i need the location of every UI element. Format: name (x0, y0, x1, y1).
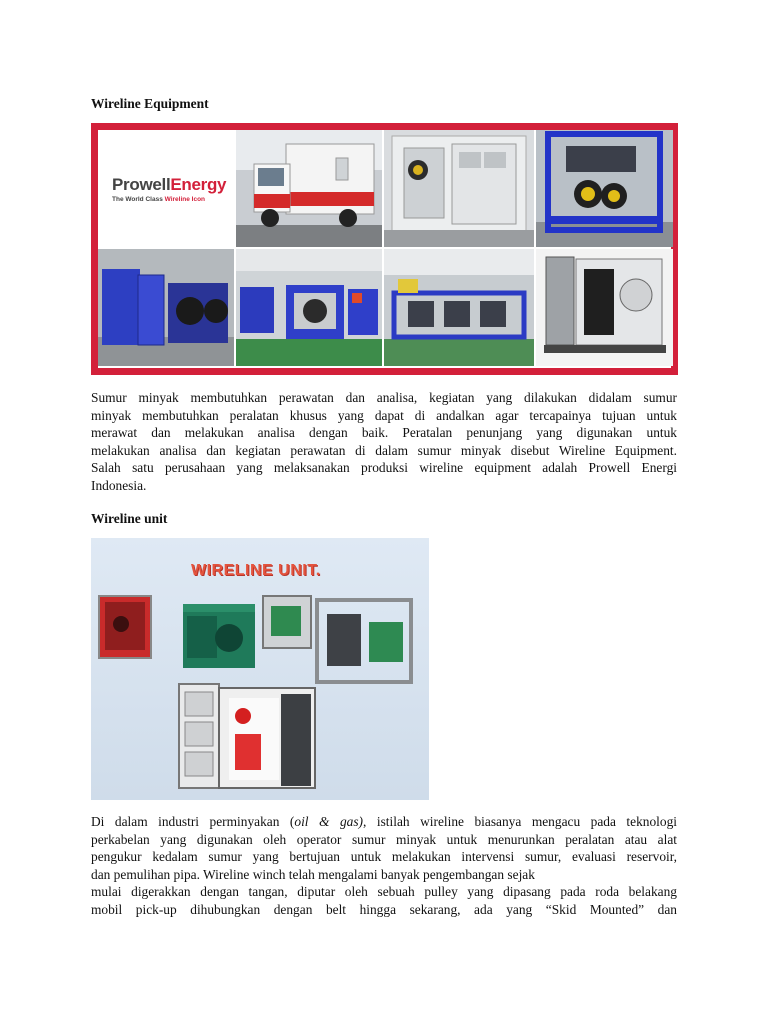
heading-wireline-equipment: Wireline Equipment (91, 96, 209, 111)
paragraph-wireline-unit: Di dalam industri perminyakan (oil & gas), istilah wireline biasanya mengacu pada teknologi perkabelan yang digunakan oleh operator sumur minyak untuk menurunkan peralatan atau alat pengukur kedalam sumur yang bertujuan untuk melakukan intervensi sumur, evaluasi reservoir, dan pemulihan pipa. Wireline winch telah mengalami banyak pengembangan sejak mulai digerakkan dengan tangan, diputar oleh sebuah pulley yang dipasang pada roda belakang mobil pick-up dihubungkan dengan belt hingga sekarang, ada yang “Skid Mounted” dan (91, 814, 678, 917)
wireline-unit-interior-photo (384, 130, 534, 247)
paragraph-wireline-equipment: Sumur minyak membutuhkan perawatan dan analisa, kegiatan yang dilakukan didalam sumur minyak membutuhkan peralatan khusus yang dapat di andalkan agar tercapainya tujuan untuk merawat dan melakukan analisa dengan baik. Peratalan penunjang yang digunakan untuk melakukan analisa dan kegiatan perawatan di dalam sumur minyak disebut Wireline Equipment. Salah satu perusahaan yang melaksanakan produksi wireline equipment adalah Prowell Energi Indonesia. (91, 390, 677, 493)
wireline-equipment-collage (91, 123, 678, 375)
white-skid-unit-photo (536, 249, 673, 366)
skid-row-photo (384, 249, 534, 366)
blue-container-photo (98, 249, 234, 366)
prowell-logo: ProwellEnergy The World Class Wireline Icon (98, 130, 234, 247)
wireline-truck-photo (236, 130, 382, 247)
workshop-units-photo (236, 249, 382, 366)
heading-wireline-unit: Wireline unit (91, 511, 168, 526)
blue-skid-winch-photo (536, 130, 673, 247)
wireline-unit-image (91, 538, 429, 800)
unit-image-title: WIRELINE UNIT. (191, 562, 321, 579)
